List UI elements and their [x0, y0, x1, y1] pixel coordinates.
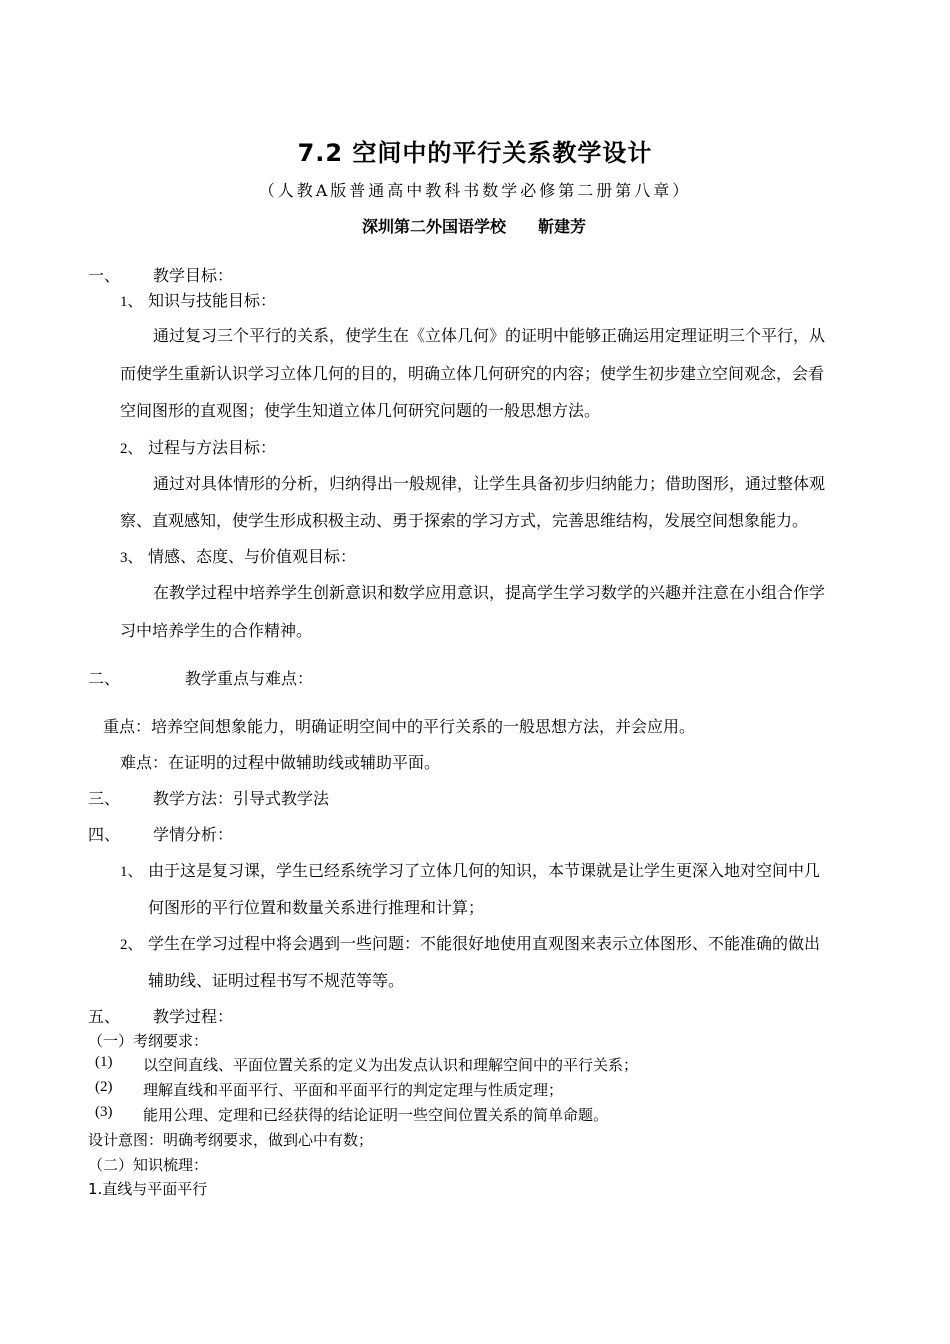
analysis-1-line-2: 何图形的平行位置和数量关系进行推理和计算； [148, 898, 485, 917]
requirement-3-text: 能用公理、定理和已经获得的结论证明一些空间位置关系的简单命题。 [143, 1106, 609, 1124]
objective-3-number: 3、 [120, 550, 143, 566]
analysis-2-line-2: 辅助线、证明过程书写不规范等等。 [148, 971, 405, 990]
analysis-1-number: 1、 [120, 864, 143, 880]
objective-1-heading: 知识与技能目标： [148, 291, 277, 310]
objective-1-line-2: 而使学生重新认识学习立体几何的目的，明确立体几何研究的内容；使学生初步建立空间观念，会看 [120, 364, 825, 383]
section-4-heading: 学情分析： [153, 825, 234, 844]
objective-3-line-2: 习中培养学生的合作精神。 [120, 621, 313, 640]
requirement-2-number: (2) [95, 1079, 113, 1095]
section-5-marker: 五、 [88, 1007, 121, 1026]
document-title: 7.2 空间中的平行关系教学设计 [297, 139, 653, 167]
knowledge-review-heading: （二）知识梳理： [88, 1156, 209, 1174]
section-4-marker: 四、 [88, 825, 121, 844]
objective-1-number: 1、 [120, 294, 143, 310]
objective-1-line-3: 空间图形的直观图；使学生知道立体几何研究问题的一般思想方法。 [120, 401, 601, 420]
section-2-heading: 教学重点与难点： [185, 669, 314, 688]
knowledge-item-1: 1.直线与平面平行 [88, 1180, 208, 1198]
requirement-1-text: 以空间直线、平面位置关系的定义为出发点认识和理解空间中的平行关系； [143, 1056, 639, 1074]
exam-requirements-heading: （一）考纲要求： [88, 1032, 209, 1050]
analysis-2-number: 2、 [120, 937, 143, 953]
key-point: 重点：培养空间想象能力，明确证明空间中的平行关系的一般思想方法，并会应用。 [103, 717, 696, 736]
objective-2-line-1: 通过对具体情形的分析，归纳得出一般规律，让学生具备初步归纳能力；借助图形，通过整体观 [153, 474, 826, 493]
analysis-2-line-1: 学生在学习过程中将会遇到一些问题：不能很好地使用直观图来表示立体图形、不能准确的做出 [148, 934, 821, 953]
difficult-point: 难点：在证明的过程中做辅助线或辅助平面。 [120, 753, 441, 772]
objective-3-line-1: 在教学过程中培养学生创新意识和数学应用意识，提高学生学习数学的兴趣并注意在小组合作学 [153, 583, 826, 602]
design-intent: 设计意图：明确考纲要求，做到心中有数； [88, 1131, 374, 1149]
section-5-heading: 教学过程： [153, 1007, 234, 1026]
objective-3-heading: 情感、态度、与价值观目标： [148, 547, 357, 566]
requirement-2-text: 理解直线和平面平行、平面和平面平行的判定定理与性质定理； [143, 1081, 564, 1099]
objective-2-heading: 过程与方法目标： [148, 438, 277, 457]
section-1-heading: 教学目标： [153, 266, 234, 285]
objective-2-number: 2、 [120, 441, 143, 457]
section-1-marker: 一、 [88, 266, 121, 285]
section-2-marker: 二、 [88, 669, 121, 688]
requirement-3-number: (3) [95, 1104, 113, 1120]
document-subtitle: （人教A版普通高中教科书数学必修第二册第八章） [258, 181, 692, 200]
school-name: 深圳第二外国语学校 [362, 217, 507, 236]
section-3-marker: 三、 [88, 789, 121, 808]
section-3-heading: 教学方法：引导式教学法 [153, 789, 330, 808]
author-name: 靳建芳 [538, 217, 587, 236]
analysis-1-line-1: 由于这是复习课，学生已经系统学习了立体几何的知识，本节课就是让学生更深入地对空间中几 [148, 861, 821, 880]
objective-2-line-2: 察、直观感知，使学生形成积极主动、勇于探索的学习方式，完善思维结构，发展空间想象能力。 [120, 511, 809, 530]
objective-1-line-1: 通过复习三个平行的关系，使学生在《立体几何》的证明中能够正确运用定理证明三个平行，从 [153, 326, 826, 345]
requirement-1-number: (1) [95, 1054, 113, 1070]
